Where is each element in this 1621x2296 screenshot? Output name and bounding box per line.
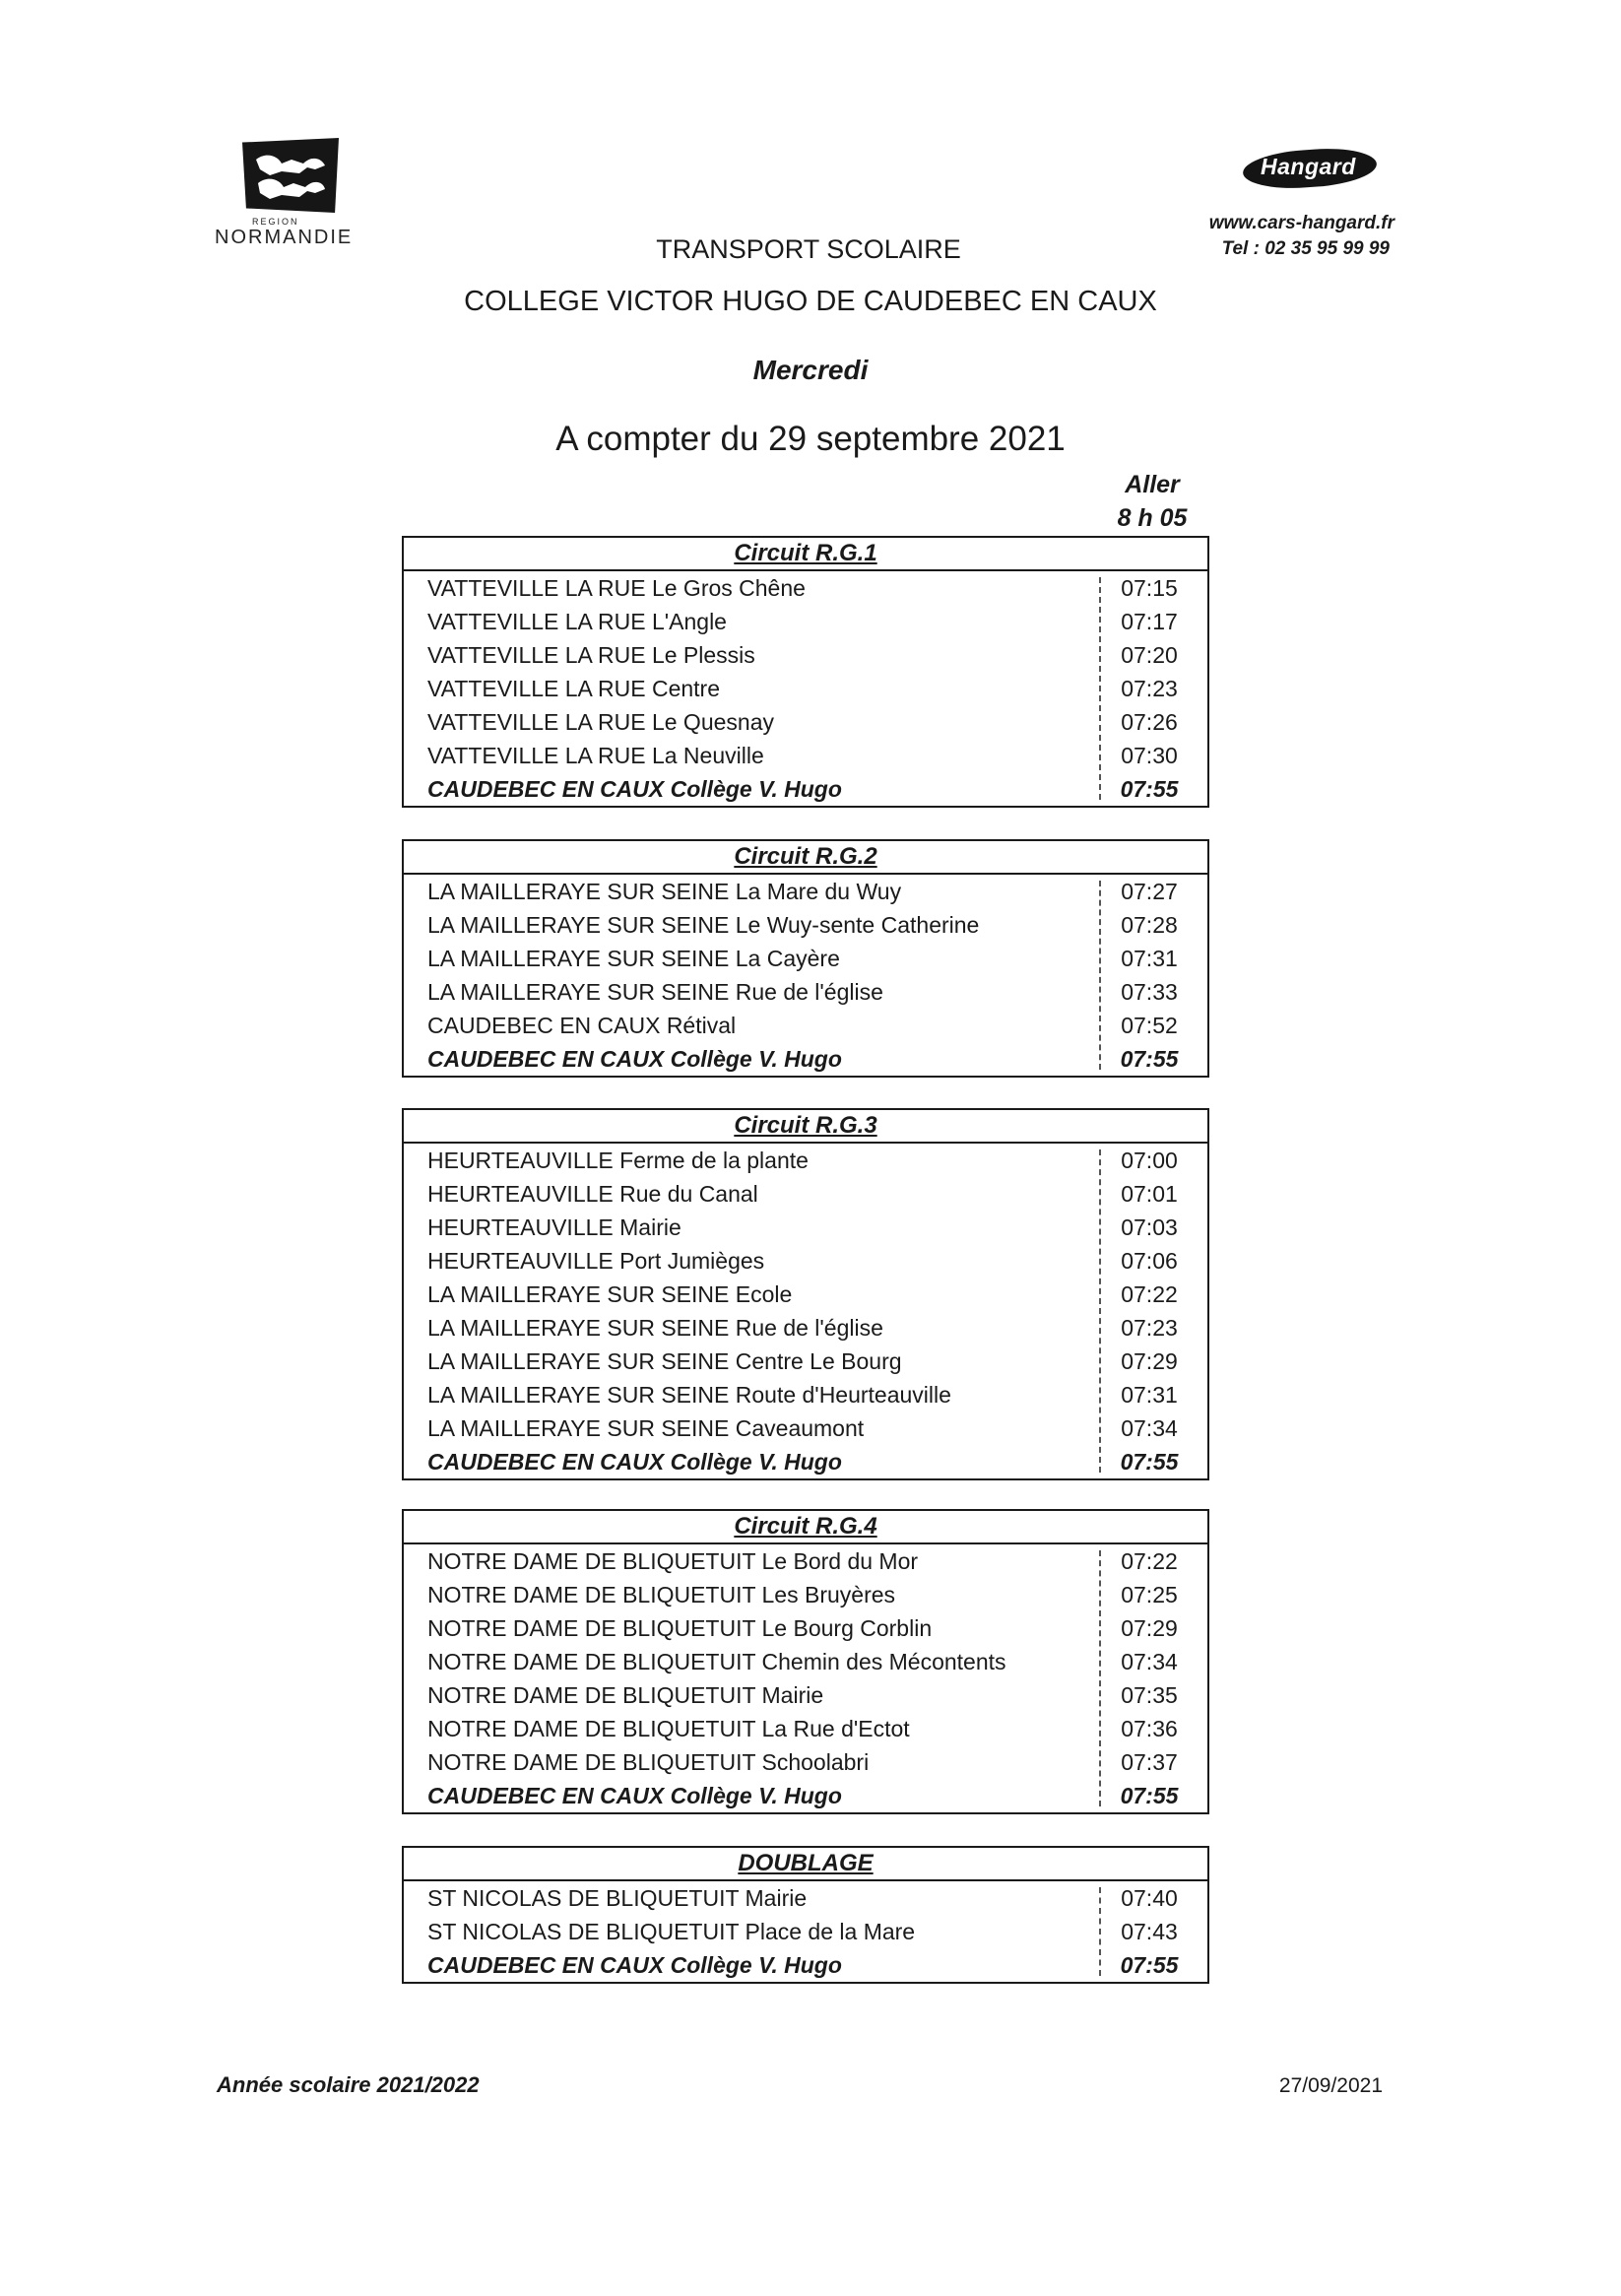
region-label: REGION <box>252 217 299 227</box>
table-row <box>404 1445 1207 1478</box>
table-row <box>404 942 1207 975</box>
title-college: COLLEGE VICTOR HUGO DE CAUDEBEC EN CAUX <box>464 286 1157 317</box>
table-row <box>404 1244 1207 1278</box>
departure-time: 07:29 <box>1121 1615 1178 1641</box>
table-row <box>404 1578 1207 1611</box>
start-date: A compter du 29 septembre 2021 <box>555 420 1066 458</box>
table-row <box>404 1278 1207 1311</box>
table-row <box>404 1881 1207 1915</box>
departure-time: 07:33 <box>1121 979 1178 1005</box>
departure-time: 07:03 <box>1121 1214 1178 1240</box>
departure-time: 07:52 <box>1121 1013 1178 1038</box>
departure-time: 07:35 <box>1121 1682 1178 1708</box>
table-row <box>404 975 1207 1009</box>
table-row <box>404 1378 1207 1411</box>
school-year: Année scolaire 2021/2022 <box>217 2072 480 2097</box>
departure-time: 07:00 <box>1121 1148 1178 1173</box>
stop-name: LA MAILLERAYE SUR SEINE Centre Le Bourg <box>427 1348 902 1374</box>
departure-time: 07:23 <box>1121 1315 1178 1341</box>
table-row <box>404 672 1207 705</box>
table-row <box>404 1712 1207 1745</box>
stop-name: ST NICOLAS DE BLIQUETUIT Place de la Mare <box>427 1919 916 1944</box>
stop-name: NOTRE DAME DE BLIQUETUIT Schoolabri <box>427 1749 870 1775</box>
table-row <box>404 772 1207 806</box>
stop-name: LA MAILLERAYE SUR SEINE La Cayère <box>427 946 840 971</box>
column-header-time: 8 h 05 <box>1117 504 1188 532</box>
table-row <box>404 1544 1207 1578</box>
departure-time: 07:31 <box>1121 1382 1178 1408</box>
table-row <box>404 638 1207 672</box>
day-label: Mercredi <box>752 355 869 385</box>
departure-time: 07:37 <box>1121 1749 1178 1775</box>
departure-time: 07:40 <box>1121 1885 1178 1911</box>
departure-time: 07:31 <box>1121 946 1178 971</box>
stop-name: HEURTEAUVILLE Mairie <box>427 1214 681 1240</box>
stop-name: HEURTEAUVILLE Rue du Canal <box>427 1181 758 1207</box>
circuit-title <box>404 538 1207 571</box>
circuit-title-text: Circuit R.G.2 <box>734 843 877 870</box>
table-row <box>404 1745 1207 1779</box>
stop-name: NOTRE DAME DE BLIQUETUIT Mairie <box>427 1682 824 1708</box>
table-row <box>404 1915 1207 1948</box>
normandie-label: NORMANDIE <box>215 227 354 248</box>
circuit-title <box>404 1110 1207 1144</box>
stop-name: HEURTEAUVILLE Port Jumièges <box>427 1248 765 1274</box>
departure-time: 07:55 <box>1120 1449 1179 1475</box>
departure-time: 07:55 <box>1120 776 1179 802</box>
circuit-title <box>404 1848 1207 1881</box>
stop-name: VATTEVILLE LA RUE Le Plessis <box>427 642 755 668</box>
departure-time: 07:43 <box>1121 1919 1178 1944</box>
normandy-leopards-icon <box>242 138 339 213</box>
table-row <box>404 571 1207 605</box>
stop-name: ST NICOLAS DE BLIQUETUIT Mairie <box>427 1885 808 1911</box>
stop-name: LA MAILLERAYE SUR SEINE Le Wuy-sente Catherine <box>427 912 980 938</box>
circuit-table <box>402 1108 1209 1480</box>
table-row <box>404 908 1207 942</box>
table-row <box>404 1144 1207 1177</box>
departure-time: 07:28 <box>1121 912 1178 938</box>
table-row <box>404 1211 1207 1244</box>
circuit-table <box>402 536 1209 808</box>
stop-name: NOTRE DAME DE BLIQUETUIT Chemin des Mécontents <box>427 1649 1006 1674</box>
stop-name: HEURTEAUVILLE Ferme de la plante <box>427 1148 809 1173</box>
departure-time: 07:55 <box>1120 1952 1179 1978</box>
departure-time: 07:29 <box>1121 1348 1178 1374</box>
departure-time: 07:34 <box>1121 1415 1178 1441</box>
table-row <box>404 1645 1207 1678</box>
stop-name: LA MAILLERAYE SUR SEINE Route d'Heurteauville <box>427 1382 951 1408</box>
stop-name: VATTEVILLE LA RUE La Neuville <box>427 743 764 768</box>
table-row <box>404 1411 1207 1445</box>
stop-name: NOTRE DAME DE BLIQUETUIT Le Bord du Mor <box>427 1548 919 1574</box>
departure-time: 07:01 <box>1121 1181 1178 1207</box>
stop-name: CAUDEBEC EN CAUX Collège V. Hugo <box>427 776 842 802</box>
table-row <box>404 1177 1207 1211</box>
table-row <box>404 1948 1207 1982</box>
column-header-aller: Aller <box>1125 471 1180 498</box>
circuit-title-text: Circuit R.G.4 <box>734 1513 877 1540</box>
departure-time: 07:06 <box>1121 1248 1178 1274</box>
stop-name: LA MAILLERAYE SUR SEINE Caveaumont <box>427 1415 865 1441</box>
stop-name: LA MAILLERAYE SUR SEINE Rue de l'église <box>427 1315 883 1341</box>
table-row <box>404 1009 1207 1042</box>
stop-name: CAUDEBEC EN CAUX Rétival <box>427 1013 737 1038</box>
stop-name: CAUDEBEC EN CAUX Collège V. Hugo <box>427 1046 842 1072</box>
table-row <box>404 1678 1207 1712</box>
table-row <box>404 1311 1207 1345</box>
document-date: 27/09/2021 <box>1278 2074 1383 2097</box>
departure-time: 07:22 <box>1121 1281 1178 1307</box>
hangard-logo-text: Hangard <box>1261 154 1356 179</box>
circuit-title <box>404 841 1207 875</box>
website-link[interactable]: www.cars-hangard.fr <box>1208 213 1394 233</box>
table-row <box>404 1779 1207 1812</box>
stop-name: VATTEVILLE LA RUE Le Quesnay <box>427 709 774 735</box>
circuit-title <box>404 1511 1207 1544</box>
stop-name: NOTRE DAME DE BLIQUETUIT La Rue d'Ectot <box>427 1716 910 1741</box>
departure-time: 07:17 <box>1121 609 1178 634</box>
stop-name: CAUDEBEC EN CAUX Collège V. Hugo <box>427 1449 842 1475</box>
circuit-title-text: Circuit R.G.1 <box>734 540 877 566</box>
stop-name: CAUDEBEC EN CAUX Collège V. Hugo <box>427 1952 842 1978</box>
table-row <box>404 1345 1207 1378</box>
departure-time: 07:55 <box>1120 1046 1179 1072</box>
departure-time: 07:27 <box>1121 879 1178 904</box>
departure-time: 07:36 <box>1121 1716 1178 1741</box>
stop-name: CAUDEBEC EN CAUX Collège V. Hugo <box>427 1783 842 1808</box>
table-row <box>404 605 1207 638</box>
hangard-logo <box>1243 146 1381 197</box>
table-row <box>404 875 1207 908</box>
title-transport-scolaire: TRANSPORT SCOLAIRE <box>656 234 961 264</box>
departure-time: 07:26 <box>1121 709 1178 735</box>
stop-name: LA MAILLERAYE SUR SEINE Ecole <box>427 1281 793 1307</box>
stop-name: LA MAILLERAYE SUR SEINE Rue de l'église <box>427 979 883 1005</box>
stop-name: NOTRE DAME DE BLIQUETUIT Le Bourg Corblin <box>427 1615 933 1641</box>
departure-time: 07:34 <box>1121 1649 1178 1674</box>
stop-name: LA MAILLERAYE SUR SEINE La Mare du Wuy <box>427 879 902 904</box>
table-row <box>404 705 1207 739</box>
stop-name: VATTEVILLE LA RUE Le Gros Chêne <box>427 575 806 601</box>
table-row <box>404 1611 1207 1645</box>
table-row <box>404 739 1207 772</box>
stop-name: NOTRE DAME DE BLIQUETUIT Les Bruyères <box>427 1582 896 1607</box>
circuit-table <box>402 1846 1209 1984</box>
circuit-title-text: Circuit R.G.3 <box>734 1112 877 1139</box>
departure-time: 07:25 <box>1121 1582 1178 1607</box>
phone-number: Tel : 02 35 95 99 99 <box>1221 238 1390 259</box>
stop-name: VATTEVILLE LA RUE L'Angle <box>427 609 727 634</box>
departure-time: 07:23 <box>1121 676 1178 701</box>
departure-time: 07:22 <box>1121 1548 1178 1574</box>
circuit-table <box>402 1509 1209 1814</box>
departure-time: 07:30 <box>1121 743 1178 768</box>
circuit-table <box>402 839 1209 1078</box>
departure-time: 07:20 <box>1121 642 1178 668</box>
departure-time: 07:55 <box>1120 1783 1179 1808</box>
stop-name: VATTEVILLE LA RUE Centre <box>427 676 720 701</box>
departure-time: 07:15 <box>1121 575 1178 601</box>
table-row <box>404 1042 1207 1076</box>
circuit-title-text: DOUBLAGE <box>738 1850 874 1876</box>
